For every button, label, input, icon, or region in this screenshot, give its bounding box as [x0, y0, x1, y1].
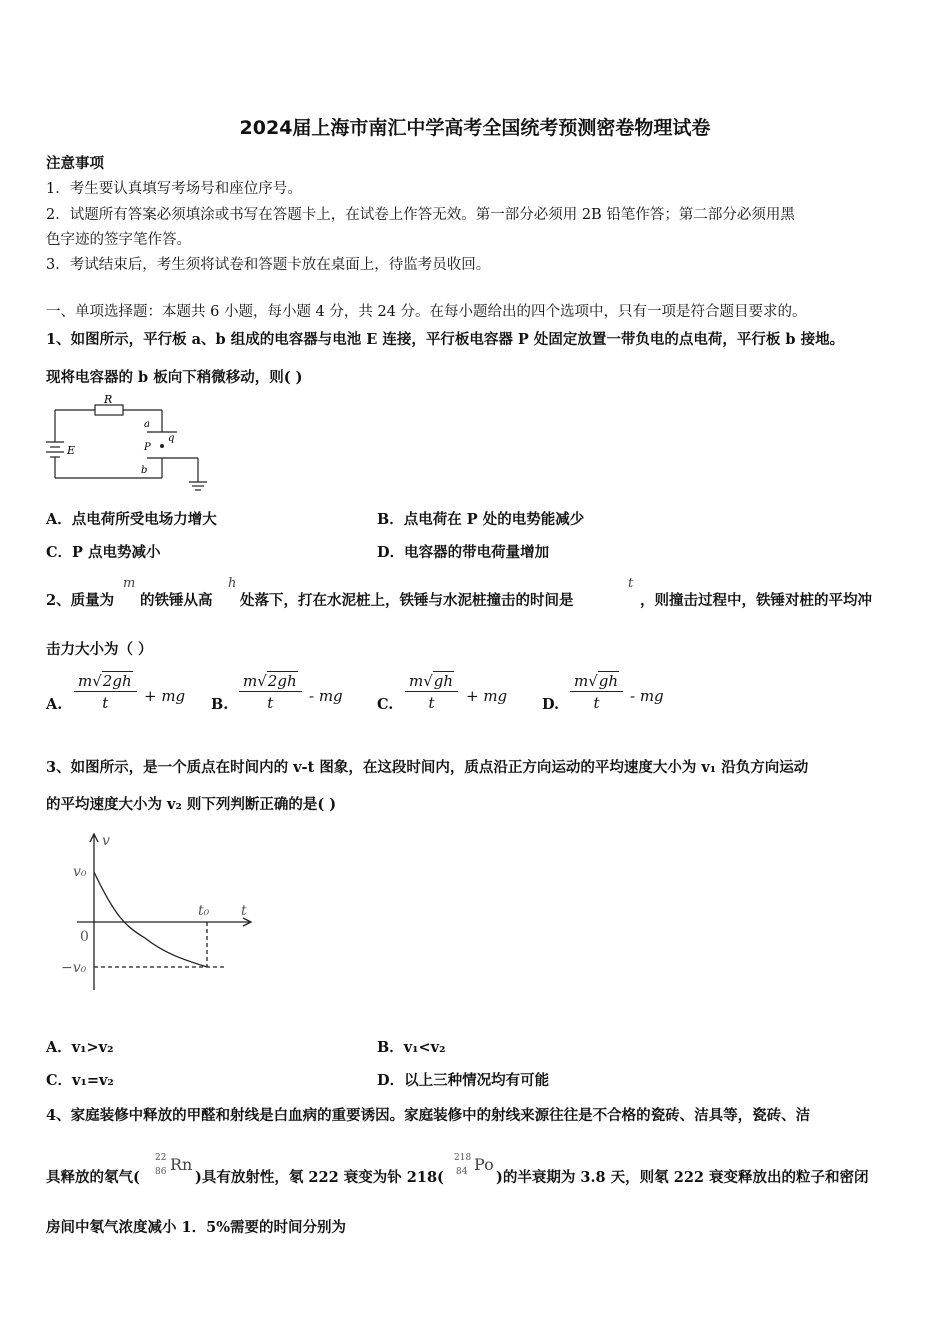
q2-var-m: m: [123, 576, 136, 591]
notice-item: 3．考试结束后，考生须将试卷和答题卡放在桌面上，待监考员收回。: [46, 257, 491, 273]
q2-stem-part1: 2、质量为: [46, 592, 115, 609]
q2-stem-part2: 的铁锤从高: [140, 592, 213, 609]
q3-stem-line2: 的平均速度大小为 v₂ 则下列判断正确的是( ): [46, 796, 337, 813]
rn-mass-number: 22: [155, 1153, 167, 1163]
q2-option-b-fraction: $\frac{m√2gh}{t}$: [239, 672, 302, 712]
tick-neg-v0: −v₀: [61, 960, 87, 976]
q3-option-a[interactable]: A．v₁>v₂: [46, 1039, 114, 1056]
notice-item: 1．考生要认真填写考场号和座位序号。: [46, 181, 302, 197]
tick-t0: t₀: [198, 903, 210, 919]
q4-stem-line2-part1: 具释放的氡气(: [46, 1169, 140, 1186]
q1-option-b[interactable]: B．点电荷在 P 处的电势能减少: [377, 511, 585, 528]
q2-option-a-fraction: $\frac{m√2gh}{t}$: [74, 672, 137, 712]
label-a: a: [144, 419, 150, 430]
po-symbol: Po: [474, 1155, 494, 1174]
q2-option-d-label[interactable]: D.: [542, 696, 560, 713]
q2-stem-line2: 击力大小为（ ）: [46, 641, 153, 658]
q2-option-d-fraction: $\frac{m√gh}{t}$: [570, 672, 623, 712]
q1-option-c[interactable]: C．P 点电势减小: [46, 544, 161, 561]
label-q: q: [168, 433, 175, 444]
rn-atomic-number: 86: [155, 1167, 167, 1177]
q4-stem-line2-part2: )具有放射性，氡 222 衰变为钋 218(: [195, 1169, 444, 1186]
label-b: b: [141, 465, 148, 476]
po-atomic-number: 84: [456, 1167, 468, 1177]
q2-option-b-tail: - mg: [309, 687, 343, 705]
q3-option-c[interactable]: C．v₁=v₂: [46, 1072, 114, 1089]
notice-heading: 注意事项: [46, 155, 104, 172]
q1-stem-line1: 1、如图所示，平行板 a、b 组成的电容器与电池 E 连接，平行板电容器 P 处固定放置一带负电的点电荷，平行板 b 接地。: [46, 331, 845, 348]
q2-option-d-tail: - mg: [630, 687, 664, 705]
rn-symbol: Rn: [170, 1155, 193, 1174]
q2-option-a-label[interactable]: A.: [46, 696, 63, 713]
q1-stem-line2: 现将电容器的 b 板向下稍微移动，则( ): [46, 369, 303, 386]
po-mass-number: 218: [454, 1153, 472, 1163]
label-E: E: [67, 444, 76, 457]
vt-curve: [94, 872, 207, 967]
label-P: P: [144, 442, 151, 453]
q3-option-d[interactable]: D．以上三种情况均有可能: [377, 1072, 550, 1089]
notice-item: 2．试题所有答案必须填涂或书写在答题卡上，在试卷上作答无效。第一部分必须用 2B 铅笔作答；第二部分必须用黑: [46, 207, 795, 223]
q2-stem-part4: ，则撞击过程中，铁锤对桩的平均冲: [640, 592, 872, 609]
q2-var-h: h: [228, 576, 237, 591]
q1-option-a[interactable]: A．点电荷所受电场力增大: [46, 511, 217, 528]
q3-stem-line1: 3、如图所示，是一个质点在时间内的 v-t 图象，在这段时间内，质点沿正方向运动的平均速度大小为 v₁ 沿负方向运动: [46, 759, 809, 776]
notice-item: 色字迹的签字笔作答。: [46, 232, 191, 248]
q2-option-c-label[interactable]: C.: [377, 696, 394, 713]
q3-vt-graph: [55, 826, 265, 996]
q1-option-d[interactable]: D．电容器的带电荷量增加: [377, 544, 550, 561]
q2-option-b-label[interactable]: B.: [211, 696, 229, 713]
q2-option-a-tail: + mg: [144, 687, 186, 705]
q4-stem-line2-part3: )的半衰期为 3.8 天，则氡 222 衰变释放出的粒子和密闭: [496, 1169, 869, 1186]
q2-stem-part3: 处落下，打在水泥桩上，铁锤与水泥桩撞击的时间是: [240, 592, 574, 609]
q4-stem-line1: 4、家庭装修中释放的甲醛和射线是白血病的重要诱因。家庭装修中的射线来源往往是不合格的瓷砖、洁具等，瓷砖、洁: [46, 1107, 811, 1124]
q3-option-b[interactable]: B．v₁<v₂: [377, 1039, 446, 1056]
origin-label: 0: [80, 929, 89, 945]
section-heading: 一、单项选择题：本题共 6 小题，每小题 4 分，共 24 分。在每小题给出的四个选项中，只有一项是符合题目要求的。: [46, 304, 807, 320]
label-R: R: [104, 393, 113, 406]
q4-stem-line3: 房间中氡气浓度减小 1．5%需要的时间分别为: [46, 1219, 347, 1236]
q2-var-t: t: [628, 576, 634, 591]
q2-option-c-tail: + mg: [466, 687, 508, 705]
q1-circuit-figure: [40, 392, 215, 496]
tick-v0: v₀: [73, 864, 87, 880]
axis-label-v: v: [102, 833, 110, 849]
q2-option-c-fraction: $\frac{m√gh}{t}$: [405, 672, 458, 712]
page-title: 2024届上海市南汇中学高考全国统考预测密卷物理试卷: [239, 117, 711, 139]
axis-label-t: t: [241, 903, 247, 919]
